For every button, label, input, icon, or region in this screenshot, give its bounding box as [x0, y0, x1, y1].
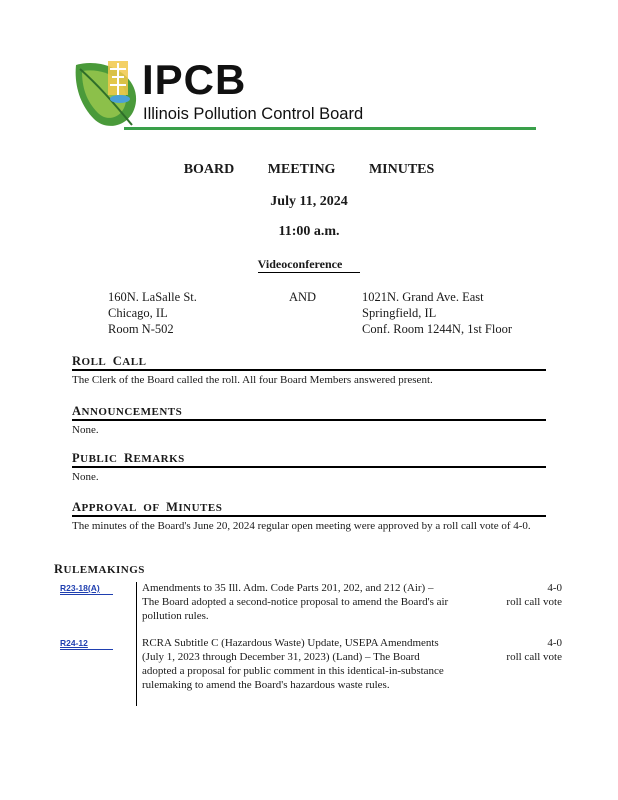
approval-text: The minutes of the Board's June 20, 2024 regular open meeting were approved by a roll call vote of 4-0. [72, 520, 531, 532]
docket-underline [60, 594, 113, 595]
address-line: Conf. Room 1244N, 1st Floor [362, 322, 513, 336]
rulemakings-column-divider [136, 582, 137, 706]
address-line: 1021N. Grand Ave. East [362, 290, 484, 304]
rulemaking-vote [480, 581, 562, 609]
section-divider [72, 419, 546, 421]
section-heading-approval-of-minutes: APPROVAL OF MINUTES [72, 500, 223, 514]
chicago-address [108, 289, 197, 337]
public-remarks-text: None. [72, 471, 99, 483]
section-heading-announcements: ANNOUNCEMENTS [72, 404, 183, 418]
vote-type: roll call vote [506, 651, 562, 663]
address-line: Springfield, IL [362, 306, 437, 320]
meeting-time: 11:00 a.m. [278, 224, 340, 239]
meeting-location-type: Videoconference [0, 257, 618, 273]
logo-divider [124, 127, 536, 130]
vote-count: 4-0 [547, 582, 562, 594]
ipcb-leaf-logo-icon [72, 55, 144, 130]
section-divider [72, 369, 546, 371]
section-divider [72, 466, 546, 468]
address-line: Room N-502 [108, 322, 174, 336]
docket-link-r23-18a[interactable]: R23-18(A) [60, 583, 100, 593]
logo-organization-name: Illinois Pollution Control Board [143, 105, 364, 123]
section-heading-roll-call: ROLL CALL [72, 354, 147, 368]
page-title: BOARD MEETING MINUTES [183, 162, 435, 177]
rulemaking-description: adopted a proposal for public comment in this identical-in-substance rulemaking to amend the Board's hazardous waste rules. [142, 665, 444, 691]
section-heading-public-remarks: PUBLIC REMARKS [72, 451, 185, 465]
address-line: 160N. LaSalle St. [108, 290, 197, 304]
section-heading-rulemakings: RULEMAKINGS [54, 562, 145, 576]
rulemaking-vote [480, 636, 562, 664]
rulemaking-title-line: RCRA Subtitle C (Hazardous Waste) Update, USEPA Amendments [142, 637, 439, 649]
springfield-address [362, 289, 512, 337]
docket-link-r24-12[interactable]: R24-12 [60, 638, 88, 648]
docket-underline [60, 649, 113, 650]
address-line: Chicago, IL [108, 306, 168, 320]
logo-acronym: IPCB [142, 56, 247, 103]
rulemaking-title-line: (July 1, 2023 through December 31, 2023) (Land) – The Board [142, 651, 420, 663]
rulemaking-item [142, 581, 467, 623]
address-connector: AND [289, 290, 317, 304]
roll-call-text: The Clerk of the Board called the roll. All four Board Members answered present. [72, 374, 433, 386]
vote-count: 4-0 [547, 637, 562, 649]
announcements-text: None. [72, 424, 99, 436]
vote-type: roll call vote [506, 596, 562, 608]
rulemaking-item [142, 636, 467, 692]
section-divider [72, 515, 546, 517]
rulemaking-title: Amendments to 35 Ill. Adm. Code Parts 201, 202, and 212 (Air) – [142, 582, 434, 594]
meeting-date: July 11, 2024 [270, 194, 348, 209]
rulemaking-description: The Board adopted a second-notice proposal to amend the Board's air pollution rules. [142, 596, 449, 622]
